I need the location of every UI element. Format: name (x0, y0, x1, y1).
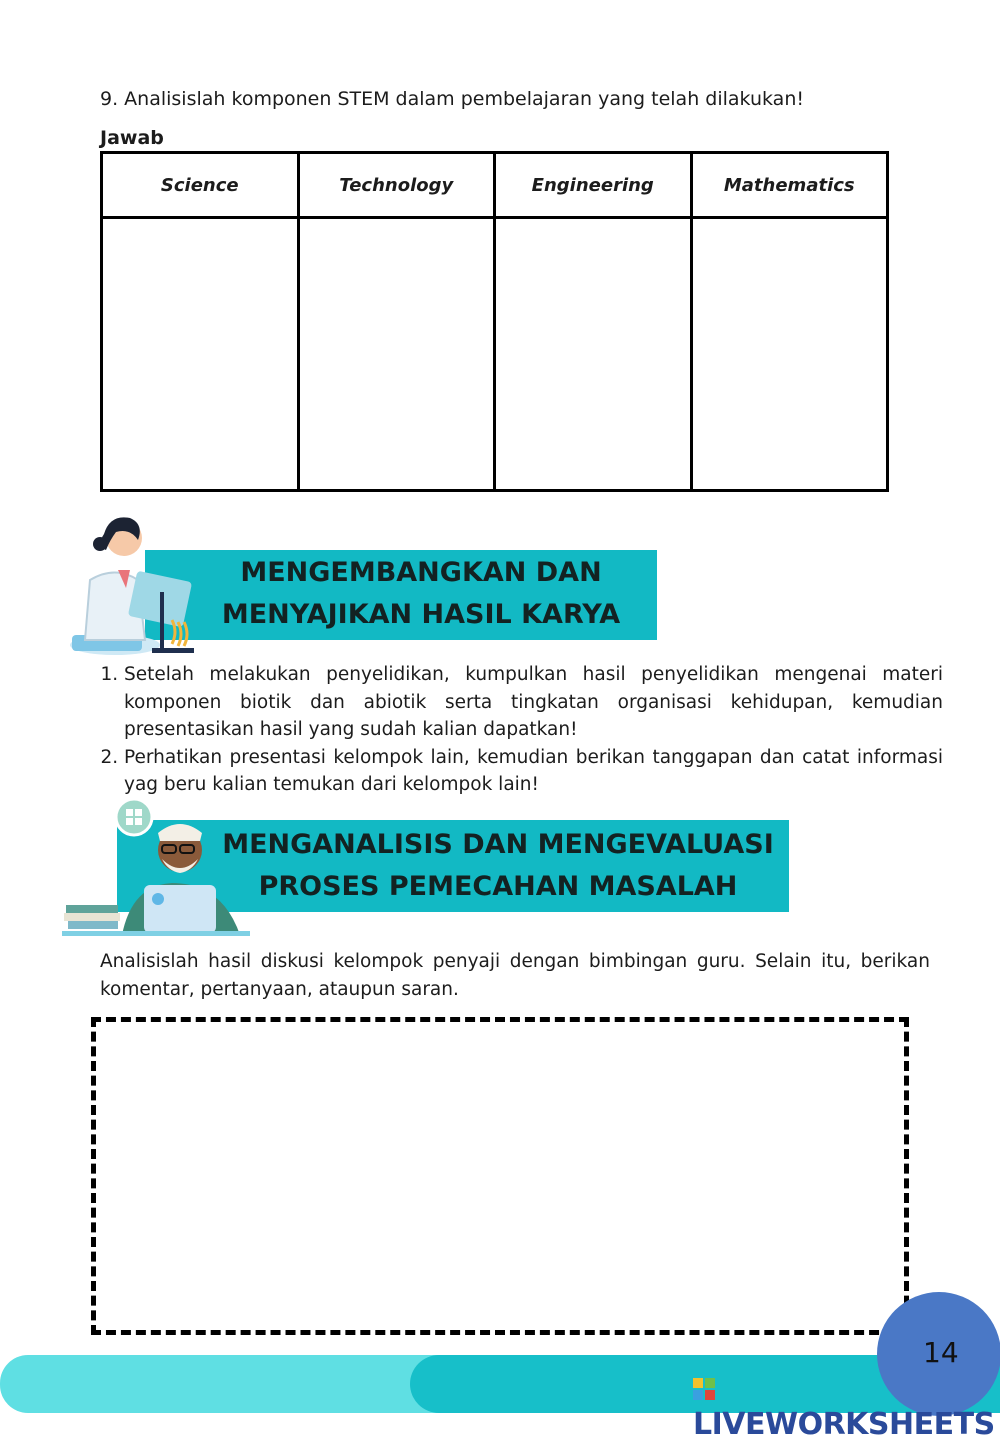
page-number: 14 (923, 1336, 959, 1369)
liveworksheets-logo-icon (693, 1378, 715, 1400)
section1-title-line2: MENYAJIKAN HASIL KARYA (221, 599, 621, 630)
answer-label: Jawab (100, 127, 164, 149)
engineering-answer-cell[interactable] (495, 218, 692, 491)
stem-table (100, 151, 889, 492)
header-engineering: Engineering (495, 153, 692, 218)
section1-title-line1: MENGEMBANGKAN DAN (240, 557, 602, 588)
stem-table-answer-row (102, 218, 888, 491)
step-2: 2. Perhatikan presentasi kelompok lain, kemudian berikan tanggapan dan catat informasi yag beru kalian temukan dari kelompok lain! (124, 744, 943, 799)
scientist-illustration (60, 510, 210, 660)
header-technology: Technology (298, 153, 495, 218)
liveworksheets-brand[interactable] (693, 1372, 1000, 1442)
section2-instruction: Analisislah hasil diskusi kelompok penyaji dengan bimbingan guru. Selain itu, berikan komentar, pertanyaan, ataupun saran. (100, 951, 930, 1000)
technology-answer-cell[interactable] (298, 218, 495, 491)
step-1: 1. Setelah melakukan penyelidikan, kumpulkan hasil penyelidikan mengenai materi komponen biotik dan abiotik serta tingkatan organisasi kehidupan, kemudian presentasikan hasil yang sudah kalian dapatkan! (124, 661, 943, 744)
section1-banner (145, 550, 657, 640)
header-mathematics: Mathematics (691, 153, 888, 218)
science-answer-cell[interactable] (102, 218, 299, 491)
header-science: Science (102, 153, 299, 218)
mathematics-answer-cell[interactable] (691, 218, 888, 491)
researcher-illustration (62, 795, 252, 940)
question-9-text: 9. Analisislah komponen STEM dalam pembelajaran yang telah dilakukan! (100, 88, 804, 110)
answer-box[interactable] (91, 1017, 909, 1335)
section2-title-line2: PROSES PEMECAHAN MASALAH (258, 871, 738, 902)
section1-steps-list (100, 661, 943, 799)
brand-text: LIVEWORKSHEETS (693, 1407, 995, 1442)
stem-table-header-row (102, 153, 888, 218)
section2-title-line1: MENGANALISIS DAN MENGEVALUASI (222, 829, 774, 860)
